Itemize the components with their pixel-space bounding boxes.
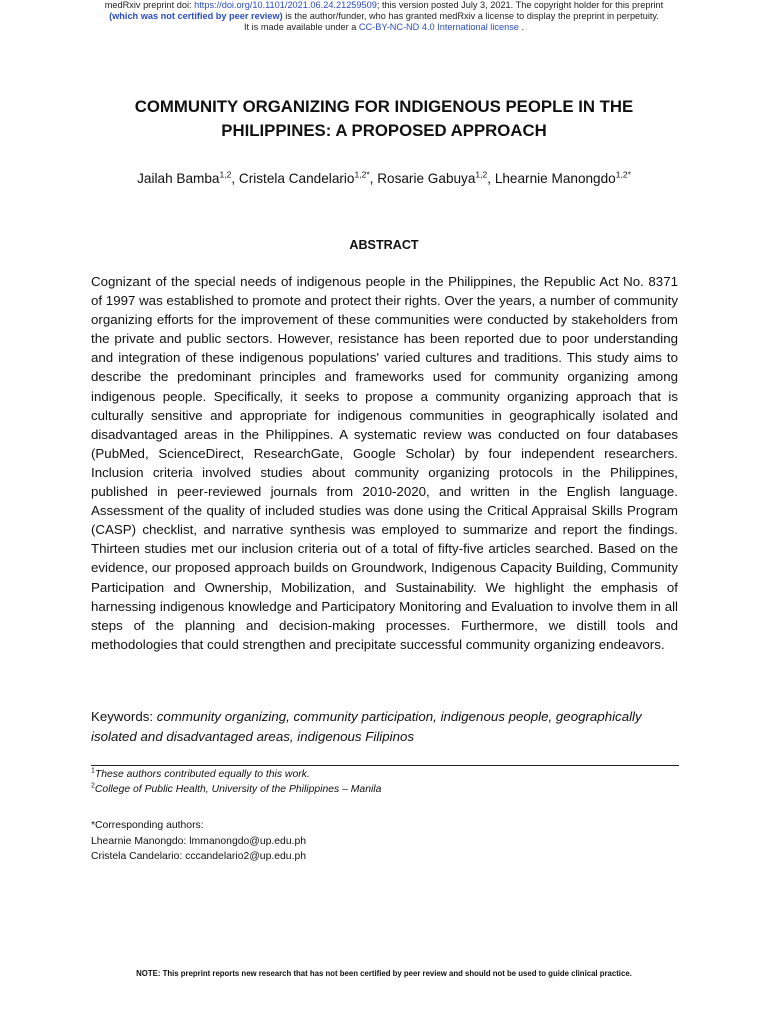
author-separator: ,: [231, 171, 239, 186]
author-separator: ,: [369, 171, 378, 186]
keywords: [91, 707, 678, 746]
header-license-prefix: It is made available under a: [243, 22, 359, 32]
footnote-mark: 1: [91, 767, 95, 775]
author-name: Lhearnie Manongdo: [494, 171, 616, 186]
author-list: [60, 170, 708, 188]
author-name: Rosarie Gabuya: [377, 171, 476, 186]
header-license-suffix: .: [518, 22, 525, 32]
paper-title-line-1: COMMUNITY ORGANIZING FOR INDIGENOUS PEOPLE IN THE: [134, 97, 634, 116]
author-name: Jailah Bamba: [137, 171, 220, 186]
author-affiliation: 1,2*: [354, 169, 370, 180]
abstract-heading: ABSTRACT: [349, 238, 419, 252]
footnote-text: College of Public Health, University of the Philippines – Manila: [94, 784, 382, 795]
footnote-1: [91, 767, 678, 782]
footnote-2: [91, 782, 678, 797]
author-affiliation: 1,2*: [615, 169, 631, 180]
author-affiliation: 1,2: [475, 169, 488, 180]
peer-review-disclaimer: (which was not certified by peer review): [109, 11, 283, 21]
doi-link[interactable]: https://doi.org/10.1101/2021.06.24.21259509: [194, 0, 377, 10]
keywords-label: Keywords:: [91, 709, 157, 724]
corresponding-author-line: Cristela Candelario: cccandelario2@up.edu.ph: [91, 851, 307, 862]
footnotes: [91, 767, 678, 797]
preprint-header-line-3: [0, 22, 768, 33]
paper-title: [80, 95, 688, 143]
author-name: Cristela Candelario: [238, 171, 355, 186]
preprint-note: NOTE: This preprint reports new research that has not been certified by peer review and should not be used to guide clinical practice.: [136, 969, 632, 978]
corresponding-heading: *Corresponding authors:: [91, 820, 204, 831]
license-link[interactable]: CC-BY-NC-ND 4.0 International license: [358, 22, 519, 32]
footnote-divider: [91, 765, 679, 766]
preprint-header-line-1: [0, 0, 768, 11]
preprint-header: [0, 0, 768, 33]
header-license-grant: is the author/funder, who has granted medRxiv a license to display the preprint in perpetuity.: [282, 11, 659, 21]
keywords-text: community organizing, community participation, indigenous people, geographically isolated and disadvantaged areas, indigenous Filipinos: [91, 709, 642, 744]
footnote-mark: 2: [91, 782, 95, 790]
corresponding-author-line: Lhearnie Manongdo: lmmanongdo@up.edu.ph: [91, 835, 307, 847]
paper-title-line-2: PHILIPPINES: A PROPOSED APPROACH: [221, 121, 547, 140]
footnote-text: These authors contributed equally to this work.: [94, 769, 310, 780]
header-doi-suffix: ; this version posted July 3, 2021. The copyright holder for this preprint: [376, 0, 664, 10]
abstract-body: Cognizant of the special needs of indigenous people in the Philippines, the Republic Act No. 8371 of 1997 was established to promote and protect their rights. Over the years, a number of community organizing efforts for the improvement of these communities were conducted by stakeholders from the private and public sectors. However, resistance has been reported due to poor understanding and integration of these indigenous populations' varied cultures and traditions. This study aims to describe the predominant principles and frameworks used for community organizing among indigenous people. Specifically, it seeks to propose a community organizing approach that is culturally sensitive and appropriate for indigenous communities in geographically isolated and disadvantaged areas in the Philippines. A systematic review was conducted on four databases (PubMed, ScienceDirect, ResearchGate, Google Scholar) by four independent researchers. Inclusion criteria involved studies about community organizing protocols in the Philippines, published in peer-reviewed journals from 2010-2020, and written in the English language. Assessment of the quality of included studies was done using the Critical Appraisal Skills Program (CASP) checklist, and narrative synthesis was employed to summarize and report the findings. Thirteen studies met our inclusion criteria out of a total of fifty-five articles searched. Based on the evidence, our proposed approach builds on Groundwork, Indigenous Capacity Building, Community Participation and Ownership, Mobilization, and Sustainability. We highlight the emphasis of harnessing indigenous knowledge and Participatory Monitoring and Evaluation to involve them in all steps of the planning and decision-making processes. Furthermore, we distill tools and methodologies that could strengthen and precipitate successful community organizing endeavors.: [91, 274, 678, 652]
header-doi-prefix: medRxiv preprint doi:: [104, 0, 195, 10]
corresponding-authors: [91, 818, 678, 865]
preprint-header-line-2: [0, 11, 768, 22]
author-separator: ,: [487, 171, 495, 186]
author-affiliation: 1,2: [219, 169, 232, 180]
